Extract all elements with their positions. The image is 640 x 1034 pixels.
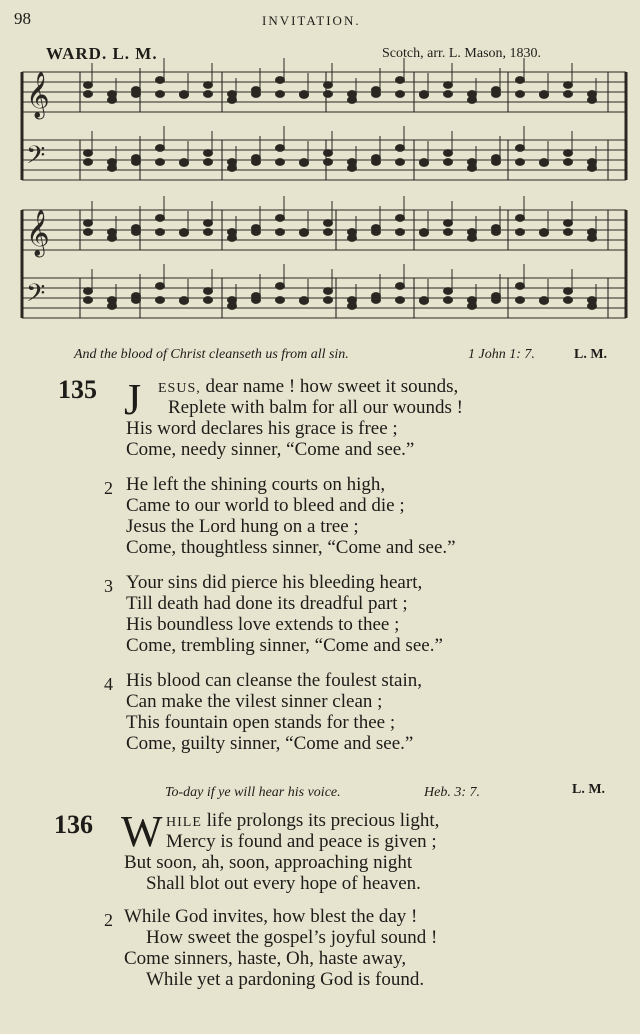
verse-line: He left the shining courts on high, xyxy=(126,474,386,495)
note-head xyxy=(396,159,405,166)
note-head xyxy=(396,297,405,304)
note-head xyxy=(444,297,453,304)
note-head xyxy=(156,229,165,236)
note-head xyxy=(444,150,453,157)
note-head xyxy=(540,297,549,304)
note-head xyxy=(132,297,141,304)
note-head xyxy=(420,91,429,98)
note-head xyxy=(84,159,93,166)
verse-number: 2 xyxy=(104,910,113,930)
note-head xyxy=(276,91,285,98)
note-head xyxy=(564,159,573,166)
note-head xyxy=(252,91,261,98)
note-head xyxy=(492,297,501,304)
verse-line: His word declares his grace is free ; xyxy=(126,418,398,439)
note-head xyxy=(444,159,453,166)
verse-number: 3 xyxy=(104,576,113,596)
note-head xyxy=(564,82,573,89)
note-head xyxy=(516,215,525,222)
note-head xyxy=(372,159,381,166)
note-head xyxy=(396,283,405,290)
note-head xyxy=(324,91,333,98)
note-head xyxy=(444,220,453,227)
note-head xyxy=(588,159,597,166)
verse-line: His boundless love extends to thee ; xyxy=(126,614,400,635)
note-head xyxy=(420,297,429,304)
hymn-135-number: 135 xyxy=(58,375,97,404)
note-head xyxy=(516,91,525,98)
note-head xyxy=(252,159,261,166)
note-head xyxy=(84,229,93,236)
note-head xyxy=(84,91,93,98)
note-head xyxy=(156,91,165,98)
verse-line: How sweet the gospel’s joyful sound ! xyxy=(146,927,438,948)
bass-clef: 𝄢 xyxy=(26,141,46,176)
note-head xyxy=(564,91,573,98)
note-head xyxy=(348,159,357,166)
verse-line: While God invites, how blest the day ! xyxy=(124,906,418,927)
note-head xyxy=(492,91,501,98)
note-head xyxy=(84,82,93,89)
note-head xyxy=(132,159,141,166)
note-head xyxy=(204,91,213,98)
page-number: 98 xyxy=(14,9,31,28)
note-head xyxy=(540,229,549,236)
note-head xyxy=(588,297,597,304)
note-head xyxy=(276,297,285,304)
note-head xyxy=(228,91,237,98)
note-head xyxy=(300,229,309,236)
note-head xyxy=(324,159,333,166)
note-head xyxy=(444,91,453,98)
verse-line: Come, guilty sinner, “Come and see.” xyxy=(126,733,414,754)
note-head xyxy=(444,229,453,236)
note-head xyxy=(276,77,285,84)
note-head xyxy=(420,159,429,166)
note-head xyxy=(156,215,165,222)
note-head xyxy=(180,91,189,98)
note-head xyxy=(468,229,477,236)
note-head xyxy=(276,283,285,290)
note-head xyxy=(84,288,93,295)
verse-line: Come sinners, haste, Oh, haste away, xyxy=(124,948,407,969)
note-head xyxy=(492,159,501,166)
note-head xyxy=(180,229,189,236)
note-head xyxy=(204,229,213,236)
tune-name: WARD. L. M. xyxy=(46,44,158,63)
note-head xyxy=(228,297,237,304)
note-head xyxy=(300,159,309,166)
verse-line: Jesus the Lord hung on a tree ; xyxy=(126,516,359,537)
note-head xyxy=(564,297,573,304)
verse-line: This fountain open stands for thee ; xyxy=(126,712,396,733)
hymn-136-meter: L. M. xyxy=(572,782,606,797)
note-head xyxy=(372,91,381,98)
note-head xyxy=(276,159,285,166)
note-head xyxy=(540,159,549,166)
smallcaps-word: ESUS, xyxy=(158,381,201,396)
verse-line: Come, trembling sinner, “Come and see.” xyxy=(126,635,443,656)
verse-line: Mercy is found and peace is given ; xyxy=(166,831,437,852)
note-head xyxy=(204,220,213,227)
verse-line: Can make the vilest sinner clean ; xyxy=(126,691,383,712)
note-head xyxy=(396,215,405,222)
running-head: INVITATION. xyxy=(262,13,361,28)
note-head xyxy=(396,77,405,84)
verse-line: Till death had done its dreadful part ; xyxy=(126,593,408,614)
note-head xyxy=(156,145,165,152)
note-head xyxy=(516,229,525,236)
note-head xyxy=(348,229,357,236)
note-head xyxy=(300,91,309,98)
verse-line: Come, needy sinner, “Come and see.” xyxy=(126,439,415,460)
note-head xyxy=(420,229,429,236)
note-head xyxy=(276,229,285,236)
verse-number: 4 xyxy=(104,674,113,694)
note-head xyxy=(540,91,549,98)
note-head xyxy=(396,229,405,236)
note-head xyxy=(108,297,117,304)
note-head xyxy=(84,150,93,157)
note-head xyxy=(516,145,525,152)
note-head xyxy=(588,229,597,236)
note-head xyxy=(324,82,333,89)
note-head xyxy=(564,150,573,157)
note-head xyxy=(444,82,453,89)
verse-line: Replete with balm for all our wounds ! xyxy=(168,397,463,418)
verse-line: Came to our world to bleed and die ; xyxy=(126,495,405,516)
note-head xyxy=(516,283,525,290)
verse-line: Come, thoughtless sinner, “Come and see.” xyxy=(126,537,456,558)
note-head xyxy=(324,297,333,304)
note-head xyxy=(156,159,165,166)
note-head xyxy=(396,91,405,98)
bass-clef: 𝄢 xyxy=(26,279,46,314)
music-score xyxy=(0,0,640,340)
verse-number: 2 xyxy=(104,478,113,498)
note-head xyxy=(516,297,525,304)
hymn-135-drop-cap: J xyxy=(124,375,142,424)
note-head xyxy=(228,229,237,236)
note-head xyxy=(372,297,381,304)
hymn-136-first-line xyxy=(166,810,439,832)
note-head xyxy=(516,77,525,84)
hymn-136-drop-cap: W xyxy=(121,807,163,856)
verse-line: Shall blot out every hope of heaven. xyxy=(146,873,421,894)
note-head xyxy=(180,159,189,166)
note-head xyxy=(516,159,525,166)
verse-line: While yet a pardoning God is found. xyxy=(146,969,425,990)
hymn-135-meter: L. M. xyxy=(574,347,608,362)
note-head xyxy=(276,215,285,222)
note-head xyxy=(348,297,357,304)
note-head xyxy=(204,150,213,157)
note-head xyxy=(228,159,237,166)
note-head xyxy=(204,159,213,166)
tune-credit: Scotch, arr. L. Mason, 1830. xyxy=(382,46,542,61)
hymn-135-reference: 1 John 1: 7. xyxy=(468,347,535,362)
note-head xyxy=(156,297,165,304)
note-head xyxy=(180,297,189,304)
note-head xyxy=(564,229,573,236)
note-head xyxy=(324,288,333,295)
note-head xyxy=(108,91,117,98)
note-head xyxy=(372,229,381,236)
treble-clef: 𝄞 xyxy=(26,72,50,118)
note-head xyxy=(84,297,93,304)
note-head xyxy=(204,297,213,304)
note-head xyxy=(396,145,405,152)
hymn-135-first-line xyxy=(158,376,458,398)
note-head xyxy=(276,145,285,152)
note-head xyxy=(300,297,309,304)
hymn-136-number: 136 xyxy=(54,810,93,839)
note-head xyxy=(108,229,117,236)
note-head xyxy=(324,220,333,227)
hymn-136-motto: To-day if ye will hear his voice. xyxy=(165,785,341,800)
note-head xyxy=(252,229,261,236)
verse-line: But soon, ah, soon, approaching night xyxy=(124,852,413,873)
note-head xyxy=(444,288,453,295)
note-head xyxy=(204,82,213,89)
smallcaps-word: HILE xyxy=(166,815,202,830)
verse-line: Your sins did pierce his bleeding heart, xyxy=(126,572,423,593)
note-head xyxy=(132,229,141,236)
note-head xyxy=(468,159,477,166)
note-head xyxy=(204,288,213,295)
note-head xyxy=(108,159,117,166)
note-head xyxy=(492,229,501,236)
note-head xyxy=(588,91,597,98)
note-head xyxy=(468,91,477,98)
note-head xyxy=(564,288,573,295)
treble-clef: 𝄞 xyxy=(26,210,50,256)
note-head xyxy=(156,77,165,84)
hymn-135-motto: And the blood of Christ cleanseth us from all sin. xyxy=(74,347,349,362)
note-head xyxy=(132,91,141,98)
note-head xyxy=(252,297,261,304)
verse-line: His blood can cleanse the foulest stain, xyxy=(126,670,423,691)
first-line-rest: life prolongs its precious light, xyxy=(201,810,440,831)
note-head xyxy=(468,297,477,304)
first-line-rest: dear name ! how sweet it sounds, xyxy=(200,376,459,397)
note-head xyxy=(348,91,357,98)
note-head xyxy=(564,220,573,227)
note-head xyxy=(84,220,93,227)
note-head xyxy=(156,283,165,290)
note-head xyxy=(324,229,333,236)
hymn-136-reference: Heb. 3: 7. xyxy=(424,785,480,800)
note-head xyxy=(324,150,333,157)
